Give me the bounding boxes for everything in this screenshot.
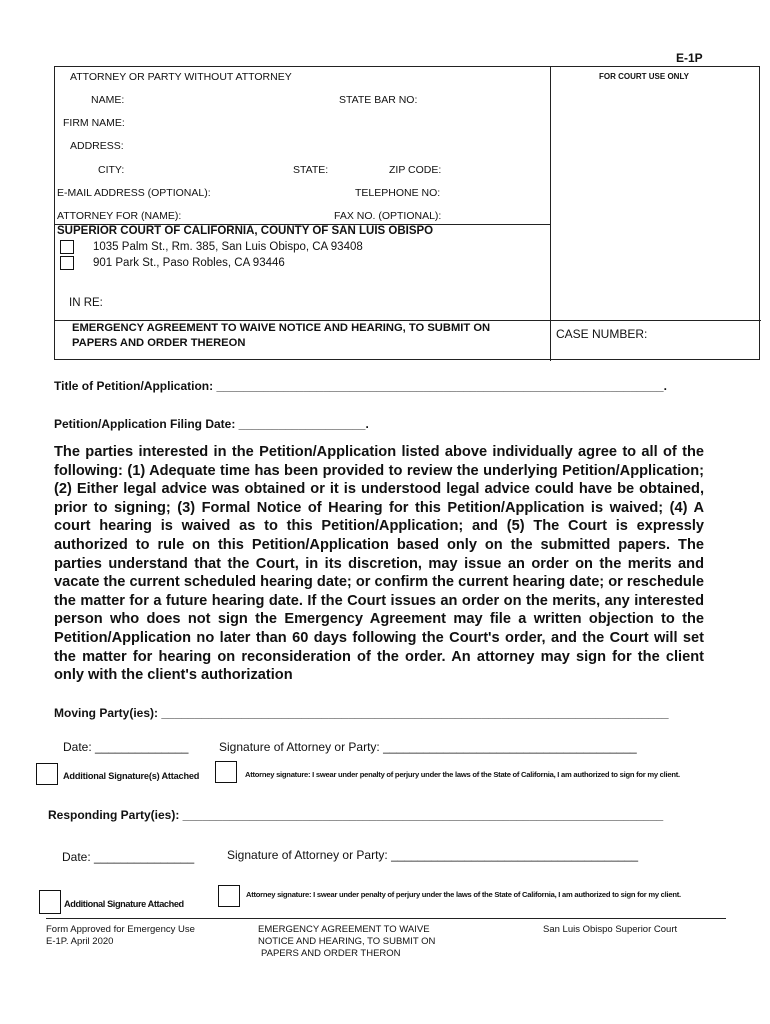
attorney-for-label: ATTORNEY FOR (NAME): xyxy=(57,210,182,222)
responding-attorney-checkbox[interactable] xyxy=(218,885,240,907)
footer-title-1: EMERGENCY AGREEMENT TO WAIVE xyxy=(258,924,430,935)
footer-court: San Luis Obispo Superior Court xyxy=(543,924,678,935)
petition-title-field[interactable]: Title of Petition/Application: ___________________________________________________________________. xyxy=(54,379,667,393)
responding-party-field[interactable]: Responding Party(ies): ________________________________________________________________________ xyxy=(48,808,664,822)
responding-signature-field[interactable]: Signature of Attorney or Party: _____________________________________ xyxy=(227,848,639,862)
court-use-label: FOR COURT USE ONLY xyxy=(599,72,689,81)
location-2-label: 901 Park St., Paso Robles, CA 93446 xyxy=(93,257,285,269)
footer-title-3: PAPERS AND ORDER THERON xyxy=(261,948,401,959)
agreement-paragraph: The parties interested in the Petition/Application listed above individually agree to all of the following: (1) Adequate time has been provided to review the underlying Petition/Application; (2) Either legal advice was obtained or it is understood legal advice could have be obtained, prior to signing; (3) Formal Notice of Hearing for this Petition/Application is waived; (4) A court hearing is waived as to this Petition/Application; and (5) The Court is expressly authorized to rule on this Petition/Application based only on the submitted papers. The parties understand that the Court, in its discretion, may issue an order on the merits and vacate the current scheduled hearing date; or confirm the current hearing date; or reschedule the matter for a future hearing date. If the Court issues an order on the merits, any interested person who does not sign the Emergency Agreement may file a written objection to the Petition/Application no later than 60 days following the Court's order, and the Court will set the matter for hearing on reconsideration of the order. An attorney may sign for the client only with the client's authorization xyxy=(54,444,704,684)
footer-rule xyxy=(46,918,726,919)
court-title: SUPERIOR COURT OF CALIFORNIA, COUNTY OF SAN LUIS OBISPO xyxy=(57,225,434,237)
footer-form-date: E-1P. April 2020 xyxy=(46,936,114,947)
footer-approval: Form Approved for Emergency Use xyxy=(46,924,195,935)
moving-attorney-declaration: Attorney signature: I swear under penalty of perjury under the laws of the State of California, I am authorized to sign for my client. xyxy=(245,770,680,779)
responding-additional-label: Additional Signature Attached xyxy=(64,899,184,909)
moving-party-field[interactable]: Moving Party(ies): ____________________________________________________________________________ xyxy=(54,706,669,720)
case-number-label: CASE NUMBER: xyxy=(556,327,648,341)
footer-title-2: NOTICE AND HEARING, TO SUBMIT ON xyxy=(258,936,436,947)
moving-additional-label: Additional Signature(s) Attached xyxy=(63,771,200,781)
name-label: NAME: xyxy=(91,94,125,106)
caption-divider xyxy=(550,67,551,361)
location-1-label: 1035 Palm St., Rm. 385, San Luis Obispo, CA 93408 xyxy=(93,241,363,253)
location-1-checkbox[interactable] xyxy=(60,240,74,254)
form-id: E-1P xyxy=(676,51,703,65)
city-label: CITY: xyxy=(98,164,125,176)
moving-signature-field[interactable]: Signature of Attorney or Party: ______________________________________ xyxy=(219,740,637,754)
address-label: ADDRESS: xyxy=(70,140,124,152)
location-2-checkbox[interactable] xyxy=(60,256,74,270)
responding-date-field[interactable]: Date: _______________ xyxy=(62,850,195,864)
in-re-label: IN RE: xyxy=(69,297,103,309)
state-bar-label: STATE BAR NO: xyxy=(339,94,418,106)
caption-rule-2 xyxy=(55,320,761,321)
fax-label: FAX NO. (OPTIONAL): xyxy=(334,210,442,222)
email-label: E-MAIL ADDRESS (OPTIONAL): xyxy=(57,187,211,199)
document-title-line-2: PAPERS AND ORDER THEREON xyxy=(72,337,246,349)
zip-label: ZIP CODE: xyxy=(389,164,442,176)
moving-date-field[interactable]: Date: ______________ xyxy=(63,740,189,754)
responding-attorney-declaration: Attorney signature: I swear under penalty of perjury under the laws of the State of California, I am authorized to sign for my client. xyxy=(246,890,681,899)
firm-name-label: FIRM NAME: xyxy=(63,117,125,129)
moving-additional-checkbox[interactable] xyxy=(36,763,58,785)
responding-additional-checkbox[interactable] xyxy=(39,890,61,914)
telephone-label: TELEPHONE NO: xyxy=(355,187,441,199)
attorney-title: ATTORNEY OR PARTY WITHOUT ATTORNEY xyxy=(70,71,292,83)
state-label: STATE: xyxy=(293,164,329,176)
filing-date-field[interactable]: Petition/Application Filing Date: ___________________. xyxy=(54,417,369,431)
moving-attorney-checkbox[interactable] xyxy=(215,761,237,783)
document-title-line-1: EMERGENCY AGREEMENT TO WAIVE NOTICE AND HEARING, TO SUBMIT ON xyxy=(72,322,491,334)
